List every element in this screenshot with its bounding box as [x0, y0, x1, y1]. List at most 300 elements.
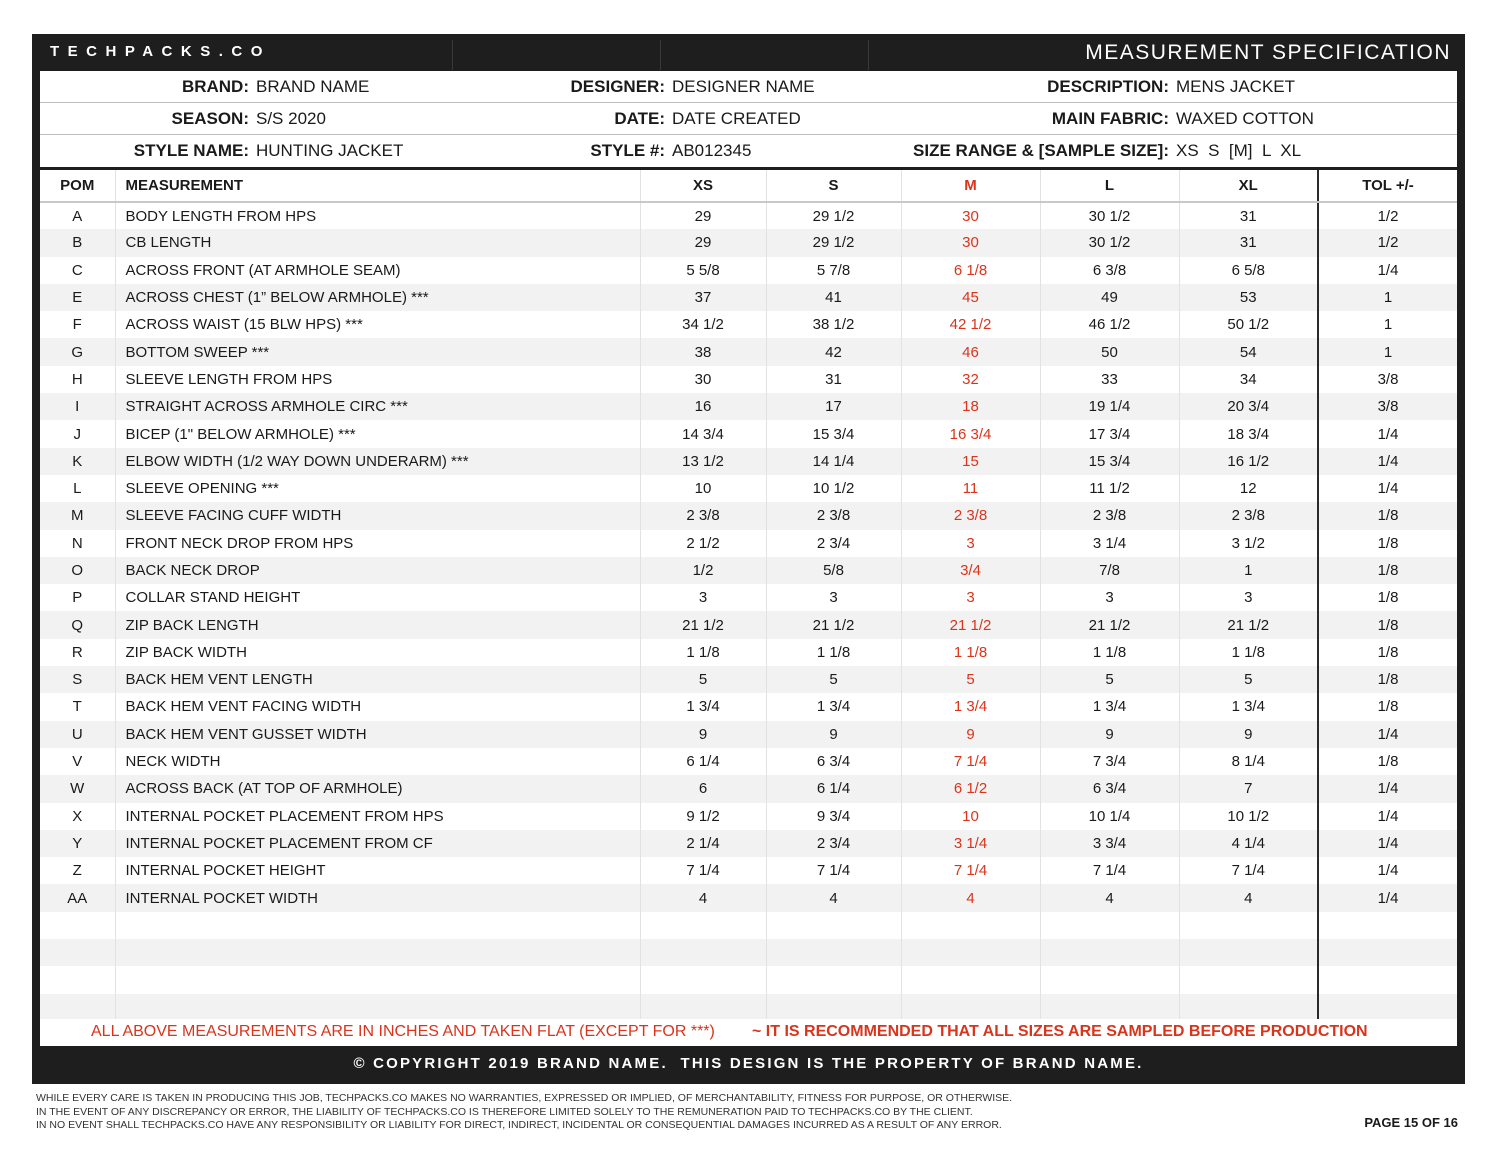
pom-code: R: [71, 643, 83, 661]
disclaimer-line: WHILE EVERY CARE IS TAKEN IN PRODUCING THIS JOB, TECHPACKS.CO MAKES NO WARRANTIES, EXPRESSED OR IMPLIED, OF MERCHANTABILITY, FITNESS FOR PURPOSE, OR OTHERWISE.: [36, 1092, 1013, 1104]
size-xs-value: 2 1/2: [640, 530, 766, 557]
size-l-value: 6 3/4: [1040, 775, 1179, 802]
size-l-value: [1040, 912, 1179, 939]
tolerance-value: 1/2: [1318, 202, 1457, 229]
size-l-value: 46 1/2: [1040, 311, 1179, 338]
size-s-value: 29 1/2: [766, 229, 901, 256]
size-xl-value: 7: [1179, 775, 1318, 802]
pom-code: M: [40, 502, 115, 529]
size-m-value: 3 1/4: [901, 830, 1040, 857]
size-s-value: 5/8: [766, 557, 901, 584]
info-row-brand: [40, 71, 1457, 103]
size-s-value: 7 1/4: [766, 857, 901, 884]
size-xl-value: [1179, 912, 1318, 939]
style-info-block: [40, 71, 1457, 167]
disclaimer-line: IN THE EVENT OF ANY DISCREPANCY OR ERROR, THE LIABILITY OF TECHPACKS.CO IS THEREFORE LIMITED SOLELY TO THE REMUNERATION PAID TO TECHPACKS.CO BY THE CLIENT.: [36, 1105, 973, 1118]
table-row: [40, 338, 1457, 365]
copyright-notice: © COPYRIGHT 2019 BRAND NAME. THIS DESIGN IS THE PROPERTY OF BRAND NAME.: [353, 1055, 1144, 1072]
size-s-value: [766, 994, 901, 1021]
table-row: [40, 502, 1457, 529]
legal-disclaimer: [36, 1092, 1012, 1133]
size-s-value: 9 3/4: [766, 803, 901, 830]
table-row: [40, 530, 1457, 557]
table-row: [40, 257, 1457, 284]
info-row-style: [40, 135, 1457, 167]
size-xs-value: 6: [640, 775, 766, 802]
size-m-value: 7 1/4: [901, 748, 1040, 775]
size-s-value: 2 3/4: [766, 830, 901, 857]
tolerance-value: 1/8: [1318, 666, 1457, 693]
size-s-value: 6 1/4: [766, 775, 901, 802]
tolerance-value: 1/8: [1318, 611, 1457, 638]
measurement-name: ZIP BACK LENGTH: [115, 611, 640, 638]
style-number-value: AB012345: [672, 141, 752, 160]
pom-code: P: [72, 589, 83, 607]
size-m-value: 5: [901, 666, 1040, 693]
size-xl-value: 1 3/4: [1179, 693, 1318, 720]
tolerance-value: 3/8: [1318, 366, 1457, 393]
size-s-value: 2 3/4: [766, 530, 901, 557]
table-row: [40, 830, 1457, 857]
size-s-value: 9: [766, 721, 901, 748]
size-xs-value: 37: [640, 284, 766, 311]
table-row: [40, 748, 1457, 775]
size-s-value: [766, 939, 901, 966]
measurement-name: NECK WIDTH: [115, 748, 640, 775]
size-xs-value: 1 1/8: [640, 639, 766, 666]
size-l-value: 2 3/8: [1040, 502, 1179, 529]
measurement-name: SLEEVE LENGTH FROM HPS: [115, 366, 640, 393]
size-xs-value: 3: [640, 584, 766, 611]
measurement-name: ELBOW WIDTH (1/2 WAY DOWN UNDERARM) ***: [115, 448, 640, 475]
header-pom: POM: [40, 170, 115, 202]
size-m-value: 3/4: [901, 557, 1040, 584]
size-xl-value: 7 1/4: [1179, 857, 1318, 884]
size-l-value: 4: [1040, 884, 1179, 911]
notes-bar: [40, 1019, 1457, 1046]
size-l-value: 21 1/2: [1040, 611, 1179, 638]
table-row: [40, 229, 1457, 256]
table-row: [40, 393, 1457, 420]
size-l-value: 49: [1040, 284, 1179, 311]
size-l-value: 3 1/4: [1040, 530, 1179, 557]
measurement-name: [115, 912, 640, 939]
header-size-xs: XS: [640, 170, 766, 202]
size-xs-value: 29: [640, 202, 766, 229]
size-xs-value: 7 1/4: [640, 857, 766, 884]
size-m-value: 30: [901, 202, 1040, 229]
size-s-value: [766, 966, 901, 993]
tolerance-value: 1/4: [1318, 803, 1457, 830]
season-label: SEASON:: [171, 109, 249, 128]
size-xs-value: 5: [640, 666, 766, 693]
size-m-value: 30: [901, 229, 1040, 256]
table-row: [40, 666, 1457, 693]
pom-code: I: [40, 393, 115, 420]
size-s-value: 5: [766, 666, 901, 693]
size-m-value: 16 3/4: [901, 420, 1040, 447]
table-body: [40, 202, 1457, 1021]
size-xs-value: 13 1/2: [640, 448, 766, 475]
pom-code: A: [72, 207, 83, 225]
measurement-name: INTERNAL POCKET PLACEMENT FROM HPS: [115, 803, 640, 830]
size-xl-value: 3 1/2: [1179, 530, 1318, 557]
measurement-name: BOTTOM SWEEP ***: [115, 338, 640, 365]
tolerance-value: 1/8: [1318, 584, 1457, 611]
size-m-value: 45: [901, 284, 1040, 311]
disclaimer-line: IN NO EVENT SHALL TECHPACKS.CO HAVE ANY RESPONSIBILITY OR LIABILITY FOR DIRECT, INDIRECT, INCIDENTAL OR CONSEQUENTIAL DAMAGES INCURRED AS A RESULT OF ANY ERROR.: [36, 1119, 1002, 1131]
measurement-name: INTERNAL POCKET HEIGHT: [115, 857, 640, 884]
pom-code: Y: [40, 830, 115, 857]
size-xs-value: 10: [640, 475, 766, 502]
measurement-name: INTERNAL POCKET PLACEMENT FROM CF: [115, 830, 640, 857]
size-m-value: 3: [901, 584, 1040, 611]
size-xl-value: 54: [1179, 338, 1318, 365]
tolerance-value: 1: [1318, 284, 1457, 311]
size-xs-value: [640, 939, 766, 966]
style-name-label: STYLE NAME:: [133, 141, 249, 160]
size-l-value: 1 1/8: [1040, 639, 1179, 666]
size-s-value: 15 3/4: [766, 420, 901, 447]
pom-code: W: [40, 775, 115, 802]
header-measurement: MEASUREMENT: [115, 170, 640, 202]
measurement-name: COLLAR STAND HEIGHT: [115, 584, 640, 611]
size-m-value: 42 1/2: [901, 311, 1040, 338]
tolerance-value: 1/4: [1318, 721, 1457, 748]
pom-code: Q: [40, 611, 115, 638]
size-xl-value: 21 1/2: [1179, 611, 1318, 638]
size-l-value: 7/8: [1040, 557, 1179, 584]
designer-label: DESIGNER:: [570, 77, 665, 96]
size-xl-value: 31: [1179, 229, 1318, 256]
size-m-value: 18: [901, 393, 1040, 420]
measurement-name: SLEEVE OPENING ***: [115, 475, 640, 502]
tolerance-value: 1/8: [1318, 693, 1457, 720]
size-xl-value: 31: [1179, 202, 1318, 229]
pom-code: [40, 939, 115, 966]
size-xl-value: 1: [1179, 557, 1318, 584]
measurement-name: CB LENGTH: [115, 229, 640, 256]
measurement-name: INTERNAL POCKET WIDTH: [115, 884, 640, 911]
size-xs-value: 21 1/2: [640, 611, 766, 638]
size-l-value: 15 3/4: [1040, 448, 1179, 475]
size-xs-value: 29: [640, 229, 766, 256]
size-xl-value: 8 1/4: [1179, 748, 1318, 775]
measurement-name: FRONT NECK DROP FROM HPS: [115, 530, 640, 557]
size-xs-value: 2 3/8: [640, 502, 766, 529]
tolerance-value: 1/8: [1318, 530, 1457, 557]
size-xs-value: 14 3/4: [640, 420, 766, 447]
size-s-value: 4: [766, 884, 901, 911]
size-xl-value: 20 3/4: [1179, 393, 1318, 420]
size-m-value: [901, 939, 1040, 966]
tolerance-value: [1318, 912, 1457, 939]
measurement-name: [115, 994, 640, 1021]
size-xl-value: 34: [1179, 366, 1318, 393]
size-xs-value: 16: [640, 393, 766, 420]
size-xs-value: [640, 912, 766, 939]
pom-code: V: [72, 753, 83, 771]
measurement-name: SLEEVE FACING CUFF WIDTH: [115, 502, 640, 529]
size-xl-value: 6 5/8: [1179, 257, 1318, 284]
tolerance-value: 1/2: [1318, 229, 1457, 256]
measurement-name: BODY LENGTH FROM HPS: [115, 202, 640, 229]
size-s-value: [766, 912, 901, 939]
size-l-value: 17 3/4: [1040, 420, 1179, 447]
table-row: [40, 721, 1457, 748]
size-s-value: 42: [766, 338, 901, 365]
size-s-value: 6 3/4: [766, 748, 901, 775]
size-m-value: [901, 912, 1040, 939]
tolerance-value: 1/4: [1318, 830, 1457, 857]
size-s-value: 31: [766, 366, 901, 393]
size-m-value: 2 3/8: [901, 502, 1040, 529]
tolerance-value: 1/4: [1318, 420, 1457, 447]
pom-code: [40, 912, 115, 939]
top-bar-divider: [868, 40, 869, 70]
brand-label: BRAND:: [181, 77, 249, 96]
tolerance-value: 1/4: [1318, 857, 1457, 884]
size-xs-value: 30: [640, 366, 766, 393]
pom-code: F: [72, 316, 82, 334]
designer-value: DESIGNER NAME: [672, 77, 815, 96]
size-xs-value: 4: [640, 884, 766, 911]
size-m-value: 1 1/8: [901, 639, 1040, 666]
pom-code: Z: [72, 862, 82, 880]
size-l-value: 11 1/2: [1040, 475, 1179, 502]
size-s-value: 3: [766, 584, 901, 611]
tolerance-value: [1318, 994, 1457, 1021]
size-xl-value: 3: [1179, 584, 1318, 611]
table-row: [40, 803, 1457, 830]
size-s-value: 14 1/4: [766, 448, 901, 475]
measurement-name: BACK HEM VENT GUSSET WIDTH: [115, 721, 640, 748]
size-xs-value: 5 5/8: [640, 257, 766, 284]
size-range-value: XS S [M] L XL: [1176, 141, 1302, 160]
pom-code: C: [71, 261, 83, 279]
tolerance-value: 3/8: [1318, 393, 1457, 420]
size-l-value: 3 3/4: [1040, 830, 1179, 857]
size-xs-value: 6 1/4: [640, 748, 766, 775]
size-xs-value: 1 3/4: [640, 693, 766, 720]
size-xl-value: 16 1/2: [1179, 448, 1318, 475]
description-label: DESCRIPTION:: [1047, 77, 1169, 96]
table-row: [40, 857, 1457, 884]
table-row: [40, 448, 1457, 475]
header-size-s: S: [766, 170, 901, 202]
table-row: [40, 775, 1457, 802]
size-m-value: 10: [901, 803, 1040, 830]
size-l-value: 3: [1040, 584, 1179, 611]
measurement-name: ACROSS FRONT (AT ARMHOLE SEAM): [115, 257, 640, 284]
size-xl-value: 50 1/2: [1179, 311, 1318, 338]
tolerance-value: 1/8: [1318, 748, 1457, 775]
table-row: [40, 884, 1457, 911]
size-xl-value: 53: [1179, 284, 1318, 311]
size-xl-value: 18 3/4: [1179, 420, 1318, 447]
pom-code: U: [40, 721, 115, 748]
size-xl-value: 4 1/4: [1179, 830, 1318, 857]
size-s-value: 5 7/8: [766, 257, 901, 284]
pom-code: [40, 994, 115, 1021]
header-size-m: M: [901, 170, 1040, 202]
pom-code: K: [40, 448, 115, 475]
size-xl-value: 9: [1179, 721, 1318, 748]
size-l-value: 33: [1040, 366, 1179, 393]
table-row: [40, 311, 1457, 338]
size-l-value: 50: [1040, 338, 1179, 365]
pom-code: T: [72, 698, 82, 716]
size-s-value: 2 3/8: [766, 502, 901, 529]
tolerance-value: 1/4: [1318, 475, 1457, 502]
measurement-name: [115, 939, 640, 966]
pom-code: L: [73, 480, 82, 498]
size-l-value: 9: [1040, 721, 1179, 748]
tolerance-value: 1/4: [1318, 884, 1457, 911]
size-l-value: [1040, 939, 1179, 966]
size-l-value: 7 3/4: [1040, 748, 1179, 775]
size-s-value: 41: [766, 284, 901, 311]
pom-code: [40, 966, 115, 993]
table-row: [40, 284, 1457, 311]
size-xl-value: 4: [1179, 884, 1318, 911]
tolerance-value: 1/4: [1318, 775, 1457, 802]
table-row: [40, 420, 1457, 447]
measurement-table: [40, 170, 1457, 1021]
pom-code: AA: [40, 884, 115, 911]
page-title: MEASUREMENT SPECIFICATION: [1085, 41, 1451, 64]
size-xl-value: 2 3/8: [1179, 502, 1318, 529]
size-xl-value: 1 1/8: [1179, 639, 1318, 666]
header-size-xl: XL: [1179, 170, 1318, 202]
size-xs-value: 1/2: [640, 557, 766, 584]
measurement-table-box: [40, 170, 1457, 1017]
size-xs-value: 38: [640, 338, 766, 365]
tolerance-value: 1/8: [1318, 639, 1457, 666]
size-m-value: 4: [901, 884, 1040, 911]
size-xl-value: [1179, 939, 1318, 966]
size-xs-value: 9: [640, 721, 766, 748]
pom-code: O: [40, 557, 115, 584]
size-xl-value: 5: [1179, 666, 1318, 693]
tolerance-value: [1318, 966, 1457, 993]
measurement-name: BICEP (1" BELOW ARMHOLE) ***: [115, 420, 640, 447]
size-m-value: 9: [901, 721, 1040, 748]
tolerance-value: 1/8: [1318, 557, 1457, 584]
size-m-value: 6 1/8: [901, 257, 1040, 284]
header-size-l: L: [1040, 170, 1179, 202]
size-s-value: 1 1/8: [766, 639, 901, 666]
date-value: DATE CREATED: [672, 109, 801, 128]
size-xl-value: 12: [1179, 475, 1318, 502]
pom-code: G: [40, 338, 115, 365]
size-m-value: 46: [901, 338, 1040, 365]
top-bar-divider: [452, 40, 453, 70]
techpacks-logo: TECHPACKS.CO: [50, 43, 271, 60]
size-m-value: 3: [901, 530, 1040, 557]
table-row: [40, 475, 1457, 502]
tolerance-value: 1/4: [1318, 257, 1457, 284]
spec-sheet: [32, 34, 1465, 1084]
size-l-value: [1040, 994, 1179, 1021]
size-l-value: 30 1/2: [1040, 202, 1179, 229]
size-s-value: 29 1/2: [766, 202, 901, 229]
size-m-value: 7 1/4: [901, 857, 1040, 884]
size-s-value: 10 1/2: [766, 475, 901, 502]
size-xl-value: 10 1/2: [1179, 803, 1318, 830]
size-s-value: 21 1/2: [766, 611, 901, 638]
size-l-value: 5: [1040, 666, 1179, 693]
size-m-value: 21 1/2: [901, 611, 1040, 638]
size-m-value: 1 3/4: [901, 693, 1040, 720]
size-xs-value: [640, 966, 766, 993]
size-xs-value: 9 1/2: [640, 803, 766, 830]
header-tolerance: TOL +/-: [1318, 170, 1457, 202]
size-l-value: 19 1/4: [1040, 393, 1179, 420]
table-row: [40, 639, 1457, 666]
pom-code: J: [73, 425, 81, 443]
tolerance-value: 1/8: [1318, 502, 1457, 529]
page-number: PAGE 15 OF 16: [1364, 1115, 1458, 1130]
top-bar-divider: [660, 40, 661, 70]
size-l-value: 6 3/8: [1040, 257, 1179, 284]
empty-table-row: [40, 939, 1457, 966]
size-s-value: 1 3/4: [766, 693, 901, 720]
tolerance-value: 1: [1318, 338, 1457, 365]
pom-code: S: [40, 666, 115, 693]
size-m-value: 6 1/2: [901, 775, 1040, 802]
info-row-season: [40, 103, 1457, 135]
table-row: [40, 366, 1457, 393]
table-row: [40, 611, 1457, 638]
measurement-name: BACK NECK DROP: [115, 557, 640, 584]
measurement-name: STRAIGHT ACROSS ARMHOLE CIRC ***: [115, 393, 640, 420]
size-m-value: 15: [901, 448, 1040, 475]
size-range-label: SIZE RANGE & [SAMPLE SIZE]:: [913, 141, 1169, 160]
top-bar: [32, 34, 1465, 70]
measurement-name: ACROSS CHEST (1” BELOW ARMHOLE) ***: [115, 284, 640, 311]
size-m-value: 32: [901, 366, 1040, 393]
sampling-note: ~ IT IS RECOMMENDED THAT ALL SIZES ARE SAMPLED BEFORE PRODUCTION: [752, 1023, 1368, 1040]
size-l-value: [1040, 966, 1179, 993]
measurement-name: BACK HEM VENT FACING WIDTH: [115, 693, 640, 720]
table-row: [40, 693, 1457, 720]
pom-code: X: [72, 807, 83, 825]
table-row: [40, 202, 1457, 229]
size-l-value: 1 3/4: [1040, 693, 1179, 720]
empty-table-row: [40, 912, 1457, 939]
date-label: DATE:: [614, 109, 665, 128]
style-number-label: STYLE #:: [590, 141, 665, 160]
size-s-value: 17: [766, 393, 901, 420]
pom-code: B: [40, 229, 115, 256]
style-name-value: HUNTING JACKET: [256, 141, 404, 160]
description-value: MENS JACKET: [1176, 77, 1296, 96]
table-row: [40, 584, 1457, 611]
measurement-name: ACROSS WAIST (15 BLW HPS) ***: [115, 311, 640, 338]
size-s-value: 38 1/2: [766, 311, 901, 338]
size-l-value: 10 1/4: [1040, 803, 1179, 830]
size-xs-value: 2 1/4: [640, 830, 766, 857]
size-m-value: 11: [901, 475, 1040, 502]
measurement-name: ACROSS BACK (AT TOP OF ARMHOLE): [115, 775, 640, 802]
season-value: S/S 2020: [256, 109, 326, 128]
main-fabric-value: WAXED COTTON: [1176, 109, 1314, 128]
size-xl-value: [1179, 966, 1318, 993]
size-xl-value: [1179, 994, 1318, 1021]
size-l-value: 30 1/2: [1040, 229, 1179, 256]
measurement-name: ZIP BACK WIDTH: [115, 639, 640, 666]
